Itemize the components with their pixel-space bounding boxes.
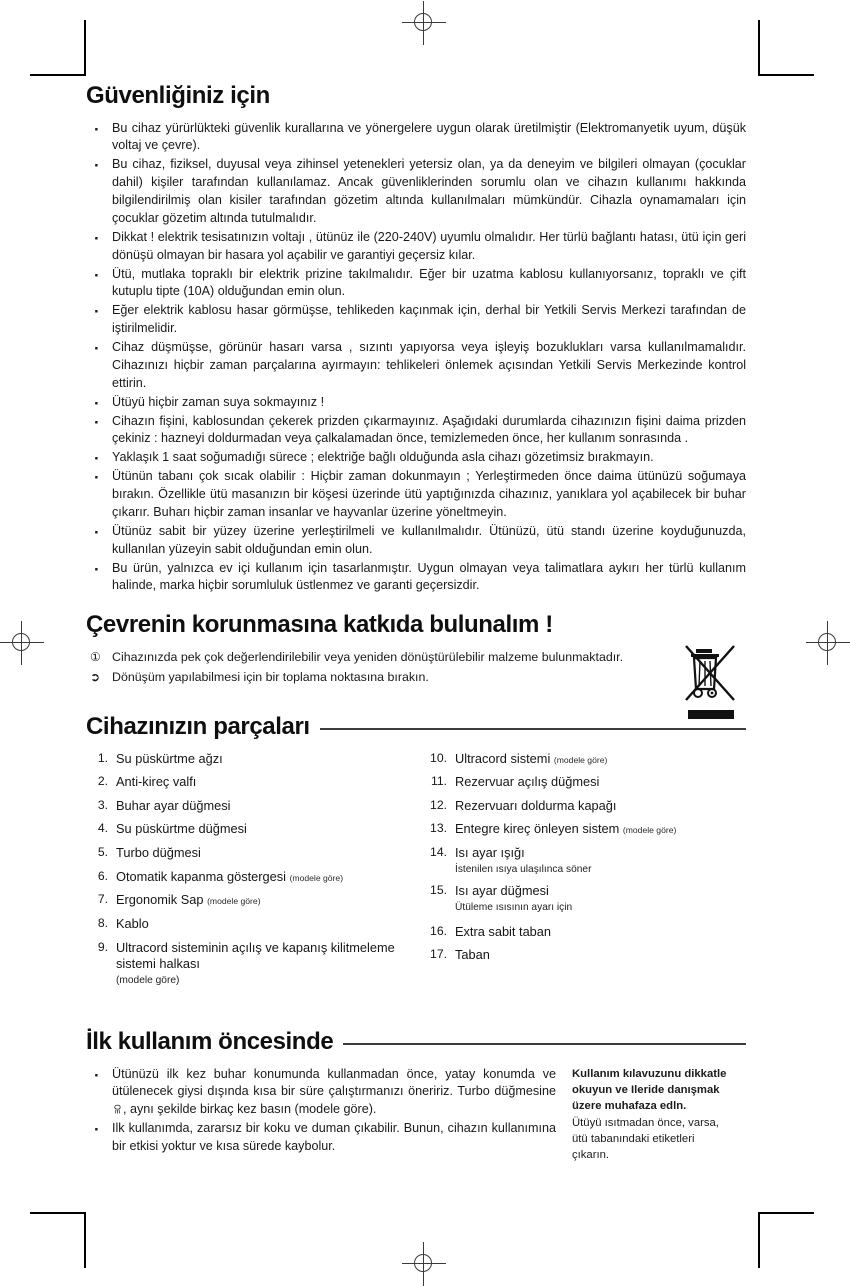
item-label: Ultracord sistemi [455, 750, 551, 766]
list-item [86, 798, 407, 815]
item-label: Anti-kireç valfı [116, 774, 197, 790]
heading-rule [320, 728, 746, 730]
registration-mark-top [402, 1, 446, 45]
first-use-bullet: · Ilk kullanımda, zararsız bir koku ve duman çıkabilir. Bunun, cihazın kullanımına bir etkisi yoktur ve kısa sürede kaybolur. [86, 1120, 556, 1156]
item-number: 6. [97, 868, 108, 883]
safety-bullet: · Dikkat ! elektrik tesisatınızın voltajı , ütünüz ile (220-240V) uyumlu olmalıdır. Her türlü bağlantı hatası, ütü için geri dönüşü olmayan bir hasara yol açabilir ve garantiyi geçersiz kılar. [86, 229, 746, 265]
list-item [86, 649, 666, 667]
list-item [86, 916, 407, 933]
item-label: Su püskürtme ağzı [116, 750, 223, 766]
item-number: 16. [430, 923, 447, 938]
list-item [86, 845, 407, 862]
safety-bullet: · Cihazın fişini, kablosundan çekerek prizden çıkarmayınız. Aşağıdaki durumlarda cihazınızın fişini daima prizden çekiniz : hazneyi doldurmadan veya çalkalamadan önce, temizlemeden önce, her kullanım sonrasında . [86, 413, 746, 449]
safety-bullet: · Bu cihaz yürürlükteki güvenlik kurallarına ve yönergelere uygun olarak üretilmiştir (Elektromanyetik uyum, düşük voltaj ve çevre). [86, 120, 746, 156]
safety-bullet: · Cihaz düşmüşse, görünür hasarı varsa , sızıntı yapıyorsa veya işleyiş bozuklukları varsa kullanılmamalıdır. Cihazınızı hiçbir zaman parçalarına ayırmayın: tehlikeleri önlemek açısından Yetkili Servis Merkezinde kontrol ettirin. [86, 339, 746, 393]
parts-title-text: Cihazınızın parçaları [86, 712, 310, 740]
environment-section-title: Çevrenin korunmasına katkıda bulunalım ! [86, 611, 553, 639]
parts-columns [86, 751, 746, 995]
list-item [86, 869, 407, 886]
item-number: 9. [97, 939, 108, 954]
first-use-bullet-list [86, 1066, 556, 1156]
item-label: Rezervuarı doldurma kapağı [455, 797, 617, 813]
list-item [425, 924, 746, 941]
item-number: 4. [97, 821, 108, 836]
item-label: Buhar ayar düğmesi [116, 797, 231, 813]
list-item [425, 947, 746, 964]
item-label: Taban [455, 947, 490, 963]
list-item [86, 940, 407, 988]
list-item [425, 798, 746, 815]
list-item [425, 883, 746, 914]
list-item [425, 751, 746, 768]
item-number: 12. [430, 797, 447, 812]
parts-list-left [86, 751, 407, 988]
item-number: 3. [97, 797, 108, 812]
environment-item-text: Dönüşüm yapılabilmesi için bir toplama noktasına bırakın. [112, 669, 429, 684]
item-note: (modele göre) [622, 825, 677, 836]
safety-bullet: · Ütünüz sabit bir yüzey üzerine yerleştirilmeli ve kullanılmalıdır. Ütünüzü, ütü standı üzerine koyduğunuzda, kullanılan yüzeyin sabit olduğundan emin olun. [86, 523, 746, 559]
first-use-title-text: İlk kullanım öncesinde [86, 1028, 334, 1055]
item-label: Ultracord sisteminin açılış ve kapanış kilitmeleme sistemi halkası [116, 939, 395, 972]
first-use-side-note [572, 1066, 732, 1164]
item-label: Entegre kireç önleyen sistem [455, 821, 620, 837]
safety-bullet: · Yaklaşık 1 saat soğumadığı sürece ; elektriğe bağlı olduğunda asla cihazı gözetimsiz bırakmayın. [86, 449, 746, 467]
item-number: 10. [430, 750, 447, 765]
crossed-out-wheelie-bin-icon [684, 643, 740, 719]
item-label: Otomatik kapanma göstergesi [116, 868, 286, 884]
environment-block [86, 649, 746, 687]
safety-bullet: · Ütü, mutlaka topraklı bir elektrik prizine takılmalıdır. Eğer bir uzatma kablosu kullanıyorsanız, topraklı ve çift kutuplu tipte (10A) olduğundan emin olun. [86, 266, 746, 302]
item-label: Isı ayar düğmesi [455, 882, 549, 898]
list-item [86, 669, 666, 687]
first-use-block [86, 1066, 746, 1164]
safety-bullet: · Ütünün tabanı çok sıcak olabilir : Hiçbir zaman dokunmayın ; Yerleştirmeden önce daima ütünüzü soğumaya bırakın. Özellikle ütü masanızın bir köşesi üzerinde ütü yaptığınızda cihazınız, yanıklara yol açabilecek bir buhar çıkarır. Buharı hiçbir zaman insanlar ve hayvanlar üzerine yöneltmeyin. [86, 468, 746, 522]
list-item [425, 821, 746, 838]
item-note: (modele göre) [553, 754, 608, 765]
list-item [86, 751, 407, 768]
item-sub-note: İstenilen ısıya ulaşılınca söner [455, 863, 592, 875]
parts-section-title [86, 713, 746, 741]
circled-i-icon: ① [90, 649, 101, 664]
item-label: Extra sabit taban [455, 923, 552, 939]
environment-item-text: Cihazınızda pek çok değerlendirilebilir veya yeniden dönüştürülebilir malzeme bulunmaktadır. [112, 649, 624, 664]
item-sub-note: Ütüleme ısısının ayarı için [455, 901, 573, 913]
heading-rule [343, 1043, 746, 1045]
registration-mark-bottom [402, 1242, 446, 1286]
item-label: Kablo [116, 915, 149, 931]
item-number: 8. [97, 915, 108, 930]
safety-bullet: · Bu cihaz, fiziksel, duyusal veya zihinsel yetenekleri yetersiz olan, ya da deneyim ve bilgileri olmayan (çocuklar dahil) kişiler tarafından kullanılamaz. Ancak güvenliklerinden sorumlu olan ve cihazın kullanımı hakkında bilgilendirilmiş olan kisiler tarafından gözetim altında kullanılmaları mümkündür. Cihazla oynamamaları için çocuklar gözetim altında tutulmalıdır. [86, 156, 746, 228]
safety-bullet-list [86, 120, 746, 596]
item-label: Su püskürtme düğmesi [116, 821, 247, 837]
safety-bullet: · Bu ürün, yalnızca ev içi kullanım için tasarlanmıştır. Uygun olmayan veya talimatlara aykırı her türlü kullanım halinde, marka hiçbir sorumluluk üstlenmez ve garanti geçersizdir. [86, 560, 746, 596]
side-note-regular: Ütüyü ısıtmadan önce, varsa, ütü tabanındaki etiketleri çıkarın. [572, 1116, 719, 1162]
safety-bullet: · Ütüyü hiçbir zaman suya sokmayınız ! [86, 394, 746, 412]
side-note-bold: Kullanım kılavuzunu dikkatle okuyun ve Ileride danışmak üzere muhafaza edln. [572, 1067, 727, 1113]
item-sub-note: (modele göre) [116, 974, 180, 986]
first-use-section-title [86, 1028, 746, 1056]
turbo-steam-icon [112, 1103, 123, 1114]
recycle-arrow-icon: ➲ [90, 669, 101, 684]
parts-right-column [425, 751, 746, 995]
item-number: 11. [430, 774, 447, 789]
item-number: 14. [430, 845, 447, 859]
item-number: 2. [97, 774, 108, 789]
item-label: Turbo düğmesi [116, 845, 201, 860]
item-number: 17. [430, 947, 447, 962]
crop-mark-top-right [758, 20, 814, 76]
first-use-main-column [86, 1066, 556, 1164]
item-number: 5. [97, 845, 108, 859]
parts-left-column [86, 751, 407, 995]
crop-mark-bottom-right [758, 1212, 814, 1268]
list-item [86, 892, 407, 909]
registration-mark-right [806, 621, 850, 665]
item-label: Rezervuar açılış düğmesi [455, 774, 600, 790]
item-note: (modele göre) [207, 896, 261, 907]
item-number: 1. [97, 750, 108, 765]
crop-mark-top-left [30, 20, 86, 76]
registration-mark-left [0, 621, 44, 665]
list-item [86, 821, 407, 838]
safety-section-title: Güvenliğiniz için [86, 82, 270, 109]
bullet-text-after: , aynı şekilde birkaç kez basın (modele göre). [123, 1102, 377, 1117]
item-number: 7. [97, 892, 108, 907]
page-content [86, 82, 746, 1164]
first-use-bullet [86, 1066, 556, 1120]
item-number: 15. [430, 882, 447, 897]
list-item [425, 774, 746, 791]
parts-list-right [425, 751, 746, 965]
environment-list [86, 649, 666, 687]
item-label: Ergonomik Sap [116, 892, 204, 908]
crop-mark-bottom-left [30, 1212, 86, 1268]
list-item [425, 845, 746, 876]
list-item [86, 774, 407, 791]
item-label: Isı ayar ışığı [455, 845, 525, 860]
bullet-text-before: Ütünüzü ilk kez buhar konumunda kullanmadan önce, yatay konumda ve ütülenecek giysi dışında kısa bir süre çalıştırmanızı öneririz. Turbo düğmesine [112, 1066, 556, 1099]
safety-bullet: · Eğer elektrik kablosu hasar görmüşse, tehlikeden kaçınmak için, derhal bir Yetkili Servis Merkezi tarafından de iştirilmelidir. [86, 302, 746, 338]
item-number: 13. [430, 821, 447, 836]
weee-underline-bar [688, 710, 734, 719]
item-note: (modele göre) [289, 872, 344, 883]
